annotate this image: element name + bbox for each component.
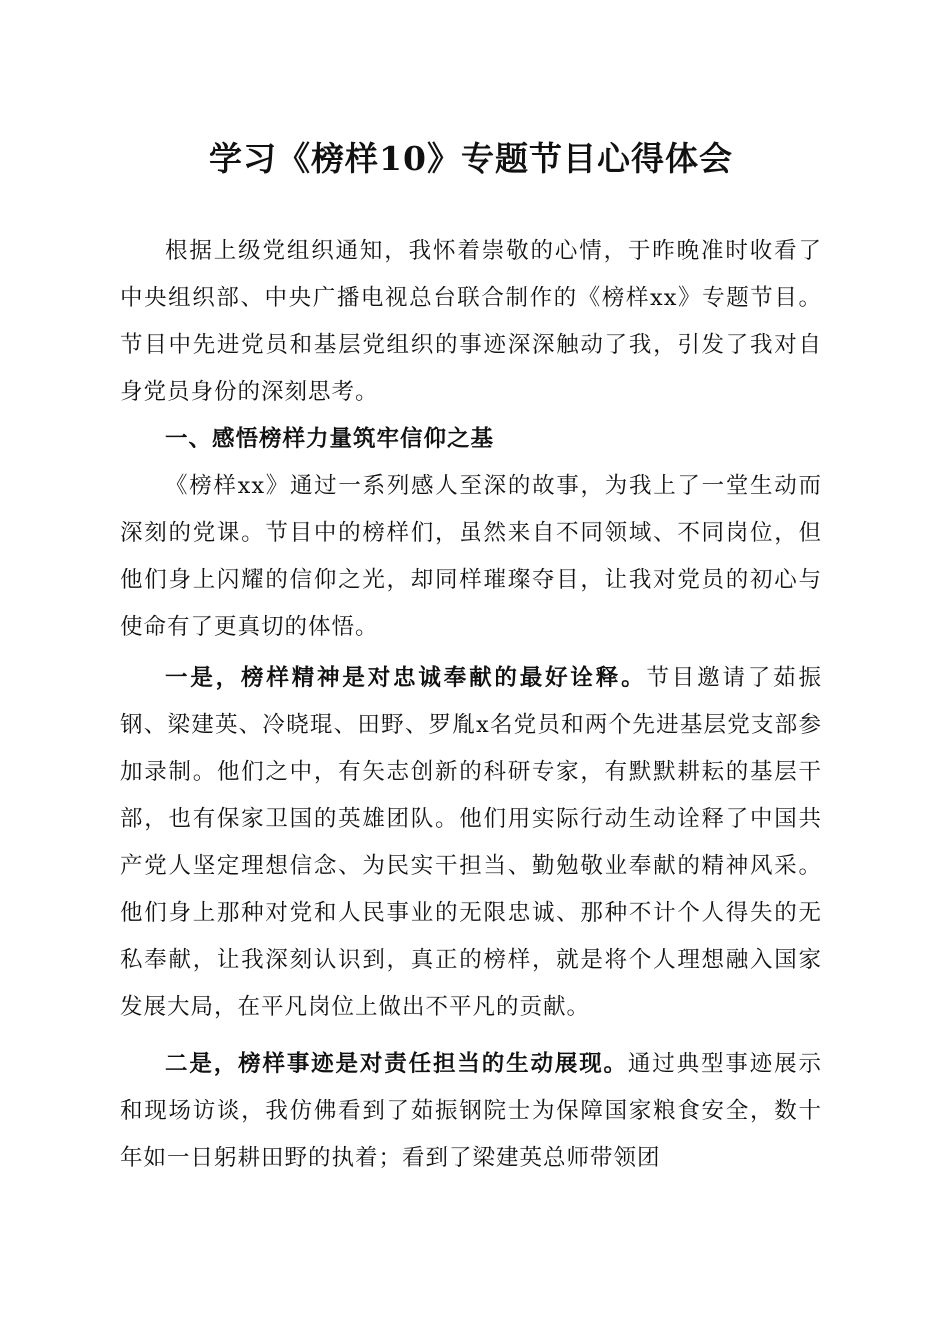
section-heading-1: 一、感悟榜样力量筑牢信仰之基 — [165, 426, 495, 452]
point-1-body: 节目邀请了茹振钢、梁建英、冷晓琨、田野、罗胤x名党员和两个先进基层党支部参加录制。他们之中，有矢志创新的科研专家，有默默耕耘的基层干部，也有保家卫国的英雄团队。他们用实际行动生动诠释了中国共产党人坚定理想信念、为民实干担当、勤勉敬业奉献的精神风采。他们身上那种对党和人民事业的无限忠诚、那种不计个人得失的无私奉献，让我深刻认识到，真正的榜样，就是将个人理想融入国家发展大局，在平凡岗位上做出不平凡的贡献。 — [120, 665, 822, 1020]
point-1-paragraph — [120, 655, 822, 1031]
document-title: 学习《榜样10》专题节目心得体会 — [209, 139, 733, 178]
intro-paragraph: 根据上级党组织通知，我怀着崇敬的心情，于昨晚准时收看了中央组织部、中央广播电视总台联合制作的《榜样xx》专题节目。节目中先进党员和基层党组织的事迹深深触动了我，引发了我对自身党员身份的深刻思考。 — [120, 238, 822, 405]
section-1-paragraph: 《榜样xx》通过一系列感人至深的故事，为我上了一堂生动而深刻的党课。节目中的榜样们，虽然来自不同领域、不同岗位，但他们身上闪耀的信仰之光，却同样璀璨夺目，让我对党员的初心与使命有了更真切的体悟。 — [120, 473, 822, 640]
point-2-lead: 二是，榜样事迹是对责任担当的生动展现。 — [165, 1051, 628, 1077]
point-1-lead: 一是，榜样精神是对忠诚奉献的最好诠释。 — [165, 665, 647, 691]
document-body — [120, 228, 822, 1182]
point-2-body: 通过典型事迹展示和现场访谈，我仿佛看到了茹振钢院士为保障国家粮食安全，数十年如一日躬耕田野的执着；看到了梁建英总师带领团 — [120, 1051, 822, 1171]
point-2-paragraph — [120, 1041, 822, 1182]
